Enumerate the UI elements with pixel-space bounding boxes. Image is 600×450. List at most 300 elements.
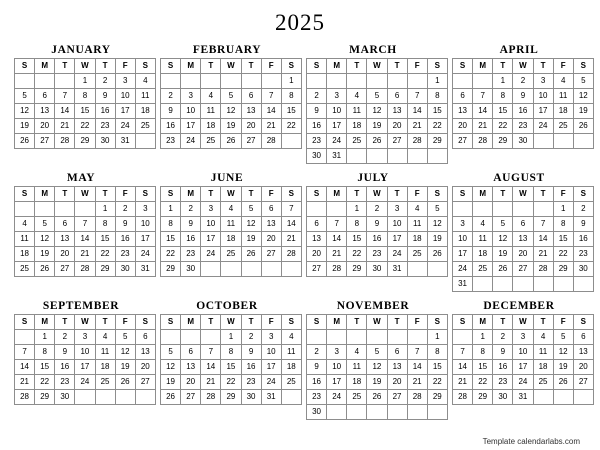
day-cell[interactable]: 9	[95, 89, 115, 104]
day-cell[interactable]: 9	[115, 217, 135, 232]
day-cell[interactable]: 9	[307, 104, 327, 119]
day-cell[interactable]: 12	[493, 232, 513, 247]
day-cell[interactable]: 20	[261, 232, 281, 247]
day-cell[interactable]: 27	[55, 262, 75, 277]
day-cell[interactable]: 1	[281, 74, 301, 89]
day-cell[interactable]: 2	[161, 89, 181, 104]
day-cell[interactable]: 11	[533, 345, 553, 360]
day-cell[interactable]: 24	[181, 134, 201, 149]
day-cell[interactable]: 31	[513, 390, 533, 405]
day-cell[interactable]: 23	[307, 134, 327, 149]
day-cell[interactable]: 10	[327, 104, 347, 119]
day-cell[interactable]: 15	[221, 360, 241, 375]
day-cell[interactable]: 11	[135, 89, 155, 104]
day-cell[interactable]: 21	[407, 375, 427, 390]
day-cell[interactable]: 6	[261, 202, 281, 217]
day-cell[interactable]: 15	[35, 360, 55, 375]
day-cell[interactable]: 20	[181, 375, 201, 390]
day-cell[interactable]: 16	[161, 119, 181, 134]
day-cell[interactable]: 25	[553, 119, 573, 134]
day-cell[interactable]: 2	[55, 330, 75, 345]
day-cell[interactable]: 25	[473, 262, 493, 277]
day-cell[interactable]: 3	[387, 202, 407, 217]
day-cell[interactable]: 21	[533, 247, 553, 262]
day-cell[interactable]: 24	[135, 247, 155, 262]
day-cell[interactable]: 27	[453, 134, 473, 149]
day-cell[interactable]: 8	[553, 217, 573, 232]
day-cell[interactable]: 27	[181, 390, 201, 405]
day-cell[interactable]: 16	[573, 232, 593, 247]
day-cell[interactable]: 28	[533, 262, 553, 277]
day-cell[interactable]: 14	[15, 360, 35, 375]
day-cell[interactable]: 14	[55, 104, 75, 119]
day-cell[interactable]: 5	[493, 217, 513, 232]
day-cell[interactable]: 31	[453, 277, 473, 292]
day-cell[interactable]: 8	[473, 345, 493, 360]
day-cell[interactable]: 28	[453, 390, 473, 405]
day-cell[interactable]: 11	[15, 232, 35, 247]
day-cell[interactable]: 21	[261, 119, 281, 134]
day-cell[interactable]: 2	[181, 202, 201, 217]
day-cell[interactable]: 16	[513, 104, 533, 119]
day-cell[interactable]: 3	[533, 74, 553, 89]
day-cell[interactable]: 26	[15, 134, 35, 149]
day-cell[interactable]: 11	[221, 217, 241, 232]
day-cell[interactable]: 6	[573, 330, 593, 345]
day-cell[interactable]: 3	[261, 330, 281, 345]
day-cell[interactable]: 5	[367, 345, 387, 360]
day-cell[interactable]: 20	[453, 119, 473, 134]
day-cell[interactable]: 9	[161, 104, 181, 119]
day-cell[interactable]: 9	[493, 345, 513, 360]
day-cell[interactable]: 31	[135, 262, 155, 277]
day-cell[interactable]: 2	[513, 74, 533, 89]
day-cell[interactable]: 16	[307, 119, 327, 134]
day-cell[interactable]: 20	[573, 360, 593, 375]
day-cell[interactable]: 1	[161, 202, 181, 217]
day-cell[interactable]: 6	[307, 217, 327, 232]
day-cell[interactable]: 28	[327, 262, 347, 277]
day-cell[interactable]: 2	[493, 330, 513, 345]
day-cell[interactable]: 24	[533, 119, 553, 134]
day-cell[interactable]: 24	[327, 134, 347, 149]
day-cell[interactable]: 11	[347, 360, 367, 375]
day-cell[interactable]: 14	[75, 232, 95, 247]
day-cell[interactable]: 24	[387, 247, 407, 262]
day-cell[interactable]: 17	[135, 232, 155, 247]
day-cell[interactable]: 8	[427, 89, 447, 104]
day-cell[interactable]: 29	[75, 134, 95, 149]
day-cell[interactable]: 28	[407, 134, 427, 149]
day-cell[interactable]: 23	[513, 119, 533, 134]
day-cell[interactable]: 8	[427, 345, 447, 360]
day-cell[interactable]: 10	[387, 217, 407, 232]
day-cell[interactable]: 16	[181, 232, 201, 247]
day-cell[interactable]: 6	[181, 345, 201, 360]
day-cell[interactable]: 18	[407, 232, 427, 247]
day-cell[interactable]: 1	[493, 74, 513, 89]
day-cell[interactable]: 22	[553, 247, 573, 262]
day-cell[interactable]: 13	[573, 345, 593, 360]
day-cell[interactable]: 26	[367, 134, 387, 149]
day-cell[interactable]: 6	[513, 217, 533, 232]
day-cell[interactable]: 23	[573, 247, 593, 262]
day-cell[interactable]: 19	[553, 360, 573, 375]
day-cell[interactable]: 25	[95, 375, 115, 390]
day-cell[interactable]: 9	[513, 89, 533, 104]
day-cell[interactable]: 17	[533, 104, 553, 119]
day-cell[interactable]: 15	[161, 232, 181, 247]
day-cell[interactable]: 14	[453, 360, 473, 375]
day-cell[interactable]: 27	[241, 134, 261, 149]
day-cell[interactable]: 11	[473, 232, 493, 247]
day-cell[interactable]: 22	[35, 375, 55, 390]
day-cell[interactable]: 4	[347, 89, 367, 104]
day-cell[interactable]: 20	[513, 247, 533, 262]
day-cell[interactable]: 8	[347, 217, 367, 232]
day-cell[interactable]: 28	[261, 134, 281, 149]
day-cell[interactable]: 18	[95, 360, 115, 375]
day-cell[interactable]: 19	[367, 119, 387, 134]
day-cell[interactable]: 24	[327, 390, 347, 405]
day-cell[interactable]: 21	[473, 119, 493, 134]
day-cell[interactable]: 29	[35, 390, 55, 405]
day-cell[interactable]: 21	[75, 247, 95, 262]
day-cell[interactable]: 4	[221, 202, 241, 217]
day-cell[interactable]: 11	[407, 217, 427, 232]
day-cell[interactable]: 31	[261, 390, 281, 405]
day-cell[interactable]: 30	[241, 390, 261, 405]
day-cell[interactable]: 26	[367, 390, 387, 405]
day-cell[interactable]: 16	[55, 360, 75, 375]
day-cell[interactable]: 7	[261, 89, 281, 104]
day-cell[interactable]: 20	[55, 247, 75, 262]
day-cell[interactable]: 5	[573, 74, 593, 89]
day-cell[interactable]: 24	[513, 375, 533, 390]
day-cell[interactable]: 27	[135, 375, 155, 390]
day-cell[interactable]: 6	[453, 89, 473, 104]
day-cell[interactable]: 21	[453, 375, 473, 390]
day-cell[interactable]: 13	[387, 104, 407, 119]
day-cell[interactable]: 5	[35, 217, 55, 232]
day-cell[interactable]: 1	[221, 330, 241, 345]
day-cell[interactable]: 10	[115, 89, 135, 104]
day-cell[interactable]: 13	[181, 360, 201, 375]
day-cell[interactable]: 30	[55, 390, 75, 405]
day-cell[interactable]: 10	[181, 104, 201, 119]
day-cell[interactable]: 17	[327, 119, 347, 134]
day-cell[interactable]: 11	[95, 345, 115, 360]
day-cell[interactable]: 9	[241, 345, 261, 360]
day-cell[interactable]: 7	[75, 217, 95, 232]
day-cell[interactable]: 30	[513, 134, 533, 149]
day-cell[interactable]: 12	[241, 217, 261, 232]
day-cell[interactable]: 28	[281, 247, 301, 262]
day-cell[interactable]: 21	[407, 119, 427, 134]
day-cell[interactable]: 25	[221, 247, 241, 262]
day-cell[interactable]: 27	[35, 134, 55, 149]
day-cell[interactable]: 10	[201, 217, 221, 232]
day-cell[interactable]: 3	[181, 89, 201, 104]
day-cell[interactable]: 3	[453, 217, 473, 232]
day-cell[interactable]: 17	[75, 360, 95, 375]
day-cell[interactable]: 19	[161, 375, 181, 390]
day-cell[interactable]: 18	[135, 104, 155, 119]
day-cell[interactable]: 30	[181, 262, 201, 277]
day-cell[interactable]: 26	[35, 262, 55, 277]
day-cell[interactable]: 27	[261, 247, 281, 262]
day-cell[interactable]: 13	[241, 104, 261, 119]
day-cell[interactable]: 5	[115, 330, 135, 345]
day-cell[interactable]: 6	[55, 217, 75, 232]
day-cell[interactable]: 19	[427, 232, 447, 247]
day-cell[interactable]: 2	[307, 345, 327, 360]
day-cell[interactable]: 23	[55, 375, 75, 390]
day-cell[interactable]: 25	[533, 375, 553, 390]
day-cell[interactable]: 19	[221, 119, 241, 134]
day-cell[interactable]: 17	[513, 360, 533, 375]
day-cell[interactable]: 8	[95, 217, 115, 232]
day-cell[interactable]: 21	[327, 247, 347, 262]
day-cell[interactable]: 1	[35, 330, 55, 345]
day-cell[interactable]: 12	[427, 217, 447, 232]
day-cell[interactable]: 7	[407, 345, 427, 360]
day-cell[interactable]: 9	[573, 217, 593, 232]
day-cell[interactable]: 5	[221, 89, 241, 104]
day-cell[interactable]: 23	[241, 375, 261, 390]
day-cell[interactable]: 4	[281, 330, 301, 345]
day-cell[interactable]: 22	[75, 119, 95, 134]
day-cell[interactable]: 15	[493, 104, 513, 119]
day-cell[interactable]: 29	[427, 390, 447, 405]
day-cell[interactable]: 7	[533, 217, 553, 232]
day-cell[interactable]: 1	[95, 202, 115, 217]
day-cell[interactable]: 22	[427, 375, 447, 390]
day-cell[interactable]: 7	[327, 217, 347, 232]
day-cell[interactable]: 18	[201, 119, 221, 134]
day-cell[interactable]: 28	[55, 134, 75, 149]
day-cell[interactable]: 7	[55, 89, 75, 104]
day-cell[interactable]: 22	[221, 375, 241, 390]
day-cell[interactable]: 3	[115, 74, 135, 89]
day-cell[interactable]: 4	[473, 217, 493, 232]
day-cell[interactable]: 3	[201, 202, 221, 217]
day-cell[interactable]: 8	[161, 217, 181, 232]
day-cell[interactable]: 21	[55, 119, 75, 134]
day-cell[interactable]: 19	[367, 375, 387, 390]
day-cell[interactable]: 20	[135, 360, 155, 375]
day-cell[interactable]: 16	[95, 104, 115, 119]
day-cell[interactable]: 1	[427, 74, 447, 89]
day-cell[interactable]: 2	[95, 74, 115, 89]
day-cell[interactable]: 19	[35, 247, 55, 262]
day-cell[interactable]: 1	[553, 202, 573, 217]
day-cell[interactable]: 25	[281, 375, 301, 390]
day-cell[interactable]: 29	[553, 262, 573, 277]
day-cell[interactable]: 22	[95, 247, 115, 262]
day-cell[interactable]: 22	[427, 119, 447, 134]
day-cell[interactable]: 19	[15, 119, 35, 134]
day-cell[interactable]: 20	[387, 119, 407, 134]
day-cell[interactable]: 19	[241, 232, 261, 247]
day-cell[interactable]: 31	[115, 134, 135, 149]
day-cell[interactable]: 10	[453, 232, 473, 247]
day-cell[interactable]: 3	[513, 330, 533, 345]
day-cell[interactable]: 15	[75, 104, 95, 119]
day-cell[interactable]: 6	[387, 89, 407, 104]
day-cell[interactable]: 18	[347, 375, 367, 390]
day-cell[interactable]: 15	[95, 232, 115, 247]
day-cell[interactable]: 5	[427, 202, 447, 217]
day-cell[interactable]: 11	[201, 104, 221, 119]
day-cell[interactable]: 19	[115, 360, 135, 375]
day-cell[interactable]: 2	[241, 330, 261, 345]
day-cell[interactable]: 24	[261, 375, 281, 390]
day-cell[interactable]: 7	[407, 89, 427, 104]
day-cell[interactable]: 18	[221, 232, 241, 247]
day-cell[interactable]: 13	[513, 232, 533, 247]
day-cell[interactable]: 8	[493, 89, 513, 104]
day-cell[interactable]: 22	[161, 247, 181, 262]
day-cell[interactable]: 14	[407, 360, 427, 375]
day-cell[interactable]: 29	[221, 390, 241, 405]
day-cell[interactable]: 4	[407, 202, 427, 217]
day-cell[interactable]: 7	[473, 89, 493, 104]
day-cell[interactable]: 17	[261, 360, 281, 375]
day-cell[interactable]: 12	[367, 104, 387, 119]
day-cell[interactable]: 29	[427, 134, 447, 149]
day-cell[interactable]: 12	[221, 104, 241, 119]
day-cell[interactable]: 28	[201, 390, 221, 405]
day-cell[interactable]: 9	[55, 345, 75, 360]
day-cell[interactable]: 7	[201, 345, 221, 360]
day-cell[interactable]: 22	[493, 119, 513, 134]
day-cell[interactable]: 25	[15, 262, 35, 277]
day-cell[interactable]: 25	[347, 134, 367, 149]
day-cell[interactable]: 25	[347, 390, 367, 405]
day-cell[interactable]: 10	[327, 360, 347, 375]
day-cell[interactable]: 24	[453, 262, 473, 277]
day-cell[interactable]: 31	[387, 262, 407, 277]
day-cell[interactable]: 16	[367, 232, 387, 247]
day-cell[interactable]: 24	[75, 375, 95, 390]
day-cell[interactable]: 4	[15, 217, 35, 232]
day-cell[interactable]: 23	[115, 247, 135, 262]
day-cell[interactable]: 20	[307, 247, 327, 262]
day-cell[interactable]: 27	[307, 262, 327, 277]
day-cell[interactable]: 20	[241, 119, 261, 134]
day-cell[interactable]: 16	[307, 375, 327, 390]
day-cell[interactable]: 3	[75, 330, 95, 345]
day-cell[interactable]: 4	[135, 74, 155, 89]
day-cell[interactable]: 7	[453, 345, 473, 360]
day-cell[interactable]: 17	[453, 247, 473, 262]
day-cell[interactable]: 20	[35, 119, 55, 134]
day-cell[interactable]: 7	[15, 345, 35, 360]
day-cell[interactable]: 29	[493, 134, 513, 149]
day-cell[interactable]: 12	[15, 104, 35, 119]
day-cell[interactable]: 13	[35, 104, 55, 119]
day-cell[interactable]: 12	[161, 360, 181, 375]
day-cell[interactable]: 29	[347, 262, 367, 277]
day-cell[interactable]: 30	[493, 390, 513, 405]
day-cell[interactable]: 26	[115, 375, 135, 390]
day-cell[interactable]: 20	[387, 375, 407, 390]
day-cell[interactable]: 5	[367, 89, 387, 104]
day-cell[interactable]: 14	[261, 104, 281, 119]
day-cell[interactable]: 12	[115, 345, 135, 360]
day-cell[interactable]: 21	[281, 232, 301, 247]
day-cell[interactable]: 9	[307, 360, 327, 375]
day-cell[interactable]: 8	[281, 89, 301, 104]
day-cell[interactable]: 15	[427, 104, 447, 119]
day-cell[interactable]: 16	[241, 360, 261, 375]
day-cell[interactable]: 27	[513, 262, 533, 277]
day-cell[interactable]: 8	[35, 345, 55, 360]
day-cell[interactable]: 7	[281, 202, 301, 217]
day-cell[interactable]: 4	[553, 74, 573, 89]
day-cell[interactable]: 28	[75, 262, 95, 277]
day-cell[interactable]: 31	[327, 149, 347, 164]
day-cell[interactable]: 18	[281, 360, 301, 375]
day-cell[interactable]: 11	[347, 104, 367, 119]
day-cell[interactable]: 14	[201, 360, 221, 375]
day-cell[interactable]: 26	[553, 375, 573, 390]
day-cell[interactable]: 13	[55, 232, 75, 247]
day-cell[interactable]: 23	[161, 134, 181, 149]
day-cell[interactable]: 2	[573, 202, 593, 217]
day-cell[interactable]: 14	[407, 104, 427, 119]
day-cell[interactable]: 18	[533, 360, 553, 375]
day-cell[interactable]: 18	[15, 247, 35, 262]
day-cell[interactable]: 9	[181, 217, 201, 232]
day-cell[interactable]: 22	[281, 119, 301, 134]
day-cell[interactable]: 26	[573, 119, 593, 134]
day-cell[interactable]: 4	[533, 330, 553, 345]
day-cell[interactable]: 1	[347, 202, 367, 217]
day-cell[interactable]: 5	[241, 202, 261, 217]
day-cell[interactable]: 21	[201, 375, 221, 390]
day-cell[interactable]: 15	[427, 360, 447, 375]
day-cell[interactable]: 17	[115, 104, 135, 119]
day-cell[interactable]: 23	[307, 390, 327, 405]
day-cell[interactable]: 19	[493, 247, 513, 262]
day-cell[interactable]: 3	[135, 202, 155, 217]
day-cell[interactable]: 30	[573, 262, 593, 277]
day-cell[interactable]: 18	[553, 104, 573, 119]
day-cell[interactable]: 17	[181, 119, 201, 134]
day-cell[interactable]: 19	[573, 104, 593, 119]
day-cell[interactable]: 23	[95, 119, 115, 134]
day-cell[interactable]: 14	[281, 217, 301, 232]
day-cell[interactable]: 5	[15, 89, 35, 104]
day-cell[interactable]: 28	[473, 134, 493, 149]
day-cell[interactable]: 10	[513, 345, 533, 360]
day-cell[interactable]: 1	[427, 330, 447, 345]
day-cell[interactable]: 6	[241, 89, 261, 104]
day-cell[interactable]: 3	[327, 89, 347, 104]
day-cell[interactable]: 12	[367, 360, 387, 375]
day-cell[interactable]: 25	[407, 247, 427, 262]
day-cell[interactable]: 2	[115, 202, 135, 217]
day-cell[interactable]: 30	[115, 262, 135, 277]
day-cell[interactable]: 13	[135, 345, 155, 360]
day-cell[interactable]: 26	[161, 390, 181, 405]
day-cell[interactable]: 12	[573, 89, 593, 104]
day-cell[interactable]: 8	[221, 345, 241, 360]
day-cell[interactable]: 13	[387, 360, 407, 375]
day-cell[interactable]: 15	[347, 232, 367, 247]
